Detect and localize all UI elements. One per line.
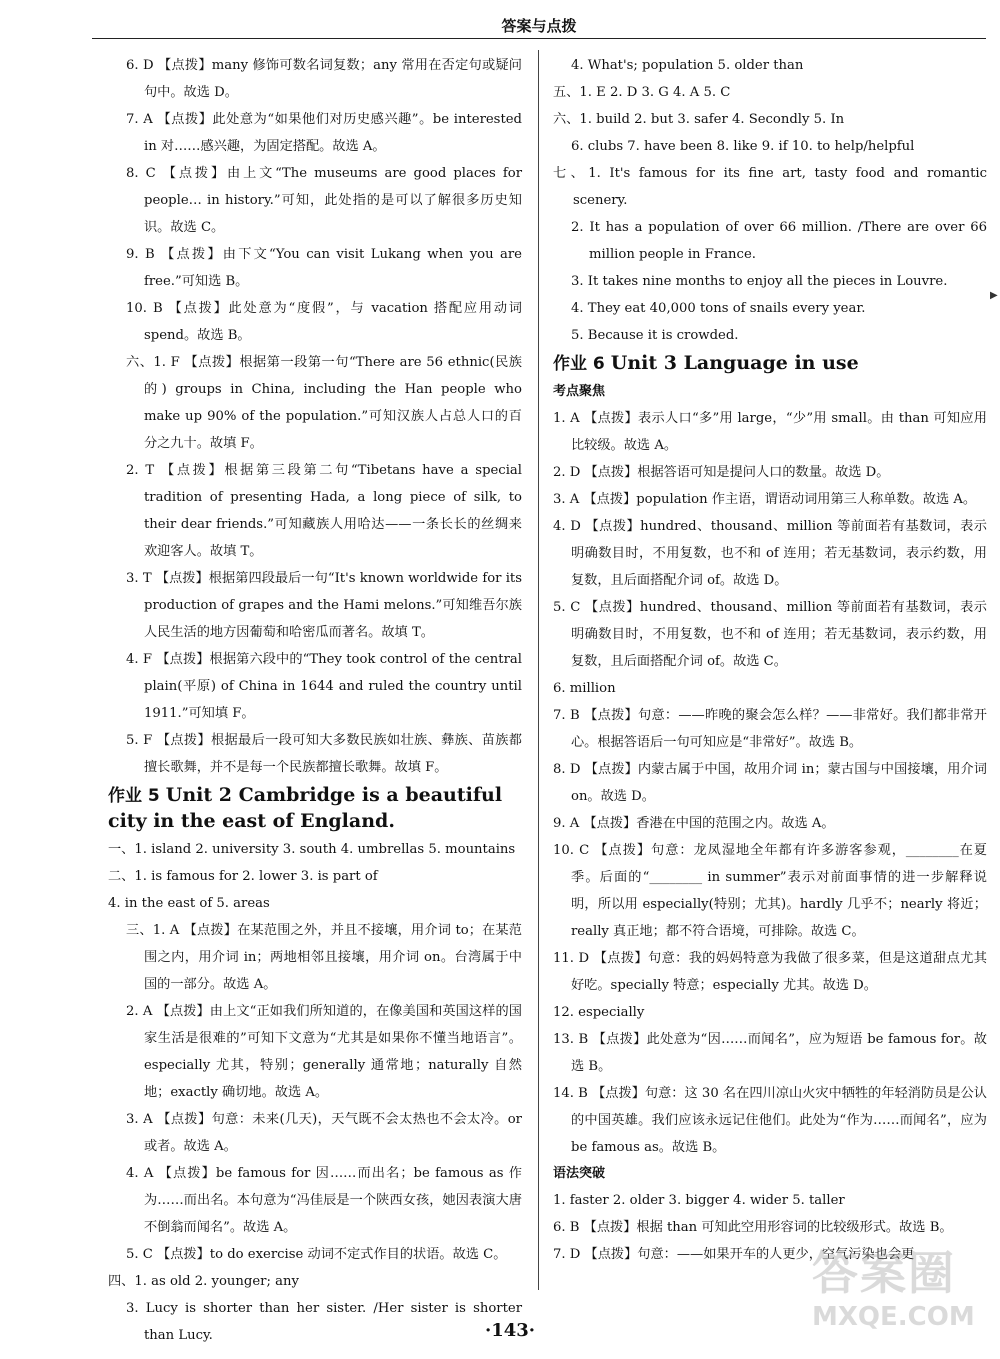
answer-item: 七、1. It's famous for its fine art, tasty food and romantic scenery. — [553, 166, 987, 208]
answer-item: 5. Because it is crowded. — [571, 328, 739, 343]
answer-item: 2. D 【点拨】根据答语可知是提问人口的数量。故选 D。 — [553, 465, 890, 480]
answer-item: 9. B 【点拨】由下文“You can visit Lukang when you are free.”可知选 B。 — [126, 247, 522, 289]
answer-item: 6. B 【点拨】根据 than 可知此空用形容词的比较级形式。故选 B。 — [553, 1220, 953, 1235]
answer-item: 1. A 【点拨】表示人口“多”用 large，“少”用 small。由 than 可知应用比较级。故选 A。 — [553, 411, 987, 453]
answer-item: 4. What's; population 5. older than — [571, 58, 804, 73]
watermark-logo — [812, 1244, 992, 1354]
answer-item: 六、1. build 2. but 3. safer 4. Secondly 5. In — [553, 112, 845, 127]
watermark-cn: 答案圈 — [812, 1246, 956, 1300]
answer-item: 3. A 【点拨】population 作主语，谓语动词用第三人称单数。故选 A。 — [553, 492, 977, 507]
subsection-label: 语法突破 — [553, 1166, 606, 1181]
answer-item: 六、1. F 【点拨】根据第一段第一句“There are 56 ethnic(民族的) groups in China, including the Han people who make up 90% of the population.”可知汉族人占总人口的百分之九十。故填 F。 — [126, 355, 522, 451]
answer-item: 10. C 【点拨】句意：龙凤湿地全年都有许多游客参观，________在夏季。后面的“________ in summer”表示对前面事情的进一步解释说明，所以用 especially(特别；尤其)。hardly 几乎不；nearly 将近；really 真正地；都不符合语境，可排除。故选 C。 — [553, 843, 987, 939]
answer-item: 三、1. A 【点拨】在某范围之外，并且不接壤，用介词 to；在某范围之内，用介词 in；两地相邻且接壤，用介词 on。台湾属于中国的一部分。故选 A。 — [126, 923, 522, 992]
answer-item: 14. B 【点拨】句意：这 30 名在四川凉山火灾中牺牲的年轻消防员是公认的中国英雄。我们应该永远记住他们。此处为“作为……而闻名”，应为 be famous as。故选 B。 — [553, 1086, 987, 1155]
section-title: Unit 3 Language in use — [610, 352, 859, 374]
section-heading — [553, 351, 987, 377]
answer-item: 7. D 【点拨】句意：——如果开车的人更少，空气污染也会更 — [553, 1247, 915, 1262]
answer-item: 4. They eat 40,000 tons of snails every year. — [571, 301, 866, 316]
section-number: 作业 5 — [108, 786, 160, 806]
answer-item: 10. B 【点拨】此处意为“度假”，与 vacation 搭配应用动词 spend。故选 B。 — [126, 301, 522, 343]
answer-item: 3. Lucy is shorter than her sister. /Her sister is shorter than Lucy. — [126, 1301, 522, 1343]
page-number: ·143· — [484, 1320, 536, 1341]
section-title: Unit 2 Cambridge is a beautiful city in the east of England. — [108, 784, 503, 832]
answer-item: 5. F 【点拨】根据最后一段可知大多数民族如壮族、彝族、苗族都擅长歌舞，并不是每一个民族都擅长歌舞。故填 F。 — [126, 733, 522, 775]
section-number: 作业 6 — [553, 354, 605, 374]
right-column — [553, 52, 987, 1268]
answer-item: 6. million — [553, 681, 616, 696]
answer-item: 4. A 【点拨】be famous for 因……而出名；be famous as 作为……而出名。本句意为“冯佳辰是一个陕西女孩，她因表演大唐不倒翁而闻名”。故选 A。 — [126, 1166, 522, 1235]
answer-item: 四、1. as old 2. younger; any — [108, 1274, 299, 1289]
answer-item: 9. A 【点拨】香港在中国的范围之内。故选 A。 — [553, 816, 835, 831]
answer-item: 12. especially — [553, 1005, 645, 1020]
answer-item: 2. T 【点拨】根据第三段第二句“Tibetans have a special tradition of presenting Hada, a long piece of silk, to their dear friends.”可知藏族人用哈达——一条长长的丝绸来欢迎客人。故填 T。 — [126, 463, 522, 559]
column-divider — [538, 50, 539, 1290]
subsection-label: 考点聚焦 — [553, 384, 606, 399]
answer-item: 6. D 【点拨】many 修饰可数名词复数；any 常用在否定句或疑问句中。故选 D。 — [126, 58, 522, 100]
answer-item: 3. T 【点拨】根据第四段最后一句“It's known worldwide for its production of grapes and the Hami melons.”可知维吾尔族人民生活的地方因葡萄和哈密瓜而著名。故填 T。 — [126, 571, 522, 640]
answer-item: 5. C 【点拨】hundred、thousand、million 等前面若有基数词，表示明确数目时，不用复数，也不和 of 连用；若无基数词，表示约数，用复数，且后面搭配介词 of。故选 C。 — [553, 600, 987, 669]
page-edge-marker: ▶ — [990, 290, 998, 301]
answer-item: 五、1. E 2. D 3. G 4. A 5. C — [553, 85, 731, 100]
answer-item: 4. D 【点拨】hundred、thousand、million 等前面若有基数词，表示明确数目时，不用复数，也不和 of 连用；若无基数词，表示约数，用复数，且后面搭配介词 of。故选 D。 — [553, 519, 987, 588]
answer-item: 11. D 【点拨】句意：我的妈妈特意为我做了很多菜，但是这道甜点尤其好吃。specially 特意；especially 尤其。故选 D。 — [553, 951, 987, 993]
answer-item: 3. A 【点拨】句意：未来(几天)，天气既不会太热也不会太冷。or 或者。故选 A。 — [126, 1112, 522, 1154]
page-header: 答案与点拨 — [92, 14, 986, 39]
answer-item: 13. B 【点拨】此处意为“因……而闻名”，应为短语 be famous for。故选 B。 — [553, 1032, 987, 1074]
answer-item: 一、1. island 2. university 3. south 4. umbrellas 5. mountains — [108, 842, 516, 857]
answer-item: 4. F 【点拨】根据第六段中的“They took control of the central plain(平原) of China in 1644 and ruled the country until 1911.”可知填 F。 — [126, 652, 522, 721]
answer-item: 3. It takes nine months to enjoy all the pieces in Louvre. — [571, 274, 948, 289]
left-column — [108, 52, 522, 1349]
answer-item: 6. clubs 7. have been 8. like 9. if 10. to help/helpful — [571, 139, 915, 154]
answer-item: 7. A 【点拨】此处意为“如果他们对历史感兴趣”。be interested in 对……感兴趣，为固定搭配。故选 A。 — [126, 112, 522, 154]
answer-item: 4. in the east of 5. areas — [108, 896, 270, 911]
answer-item: 8. C 【点拨】由上文“The museums are good places for people… in history.”可知，此处指的是可以了解很多历史知识。故选 C。 — [126, 166, 522, 235]
watermark-en: MXQE.COM — [812, 1302, 975, 1332]
answer-item: 8. D 【点拨】内蒙古属于中国，故用介词 in；蒙古国与中国接壤，用介词 on。故选 D。 — [553, 762, 987, 804]
answer-item: 2. It has a population of over 66 million. /There are over 66 million people in France. — [571, 220, 987, 262]
answer-item: 5. C 【点拨】to do exercise 动词不定式作目的状语。故选 C。 — [126, 1247, 507, 1262]
answer-item: 2. A 【点拨】由上文“正如我们所知道的，在像美国和英国这样的国家生活是很难的”可知下文意为“尤其是如果你不懂当地语言”。especially 尤其，特别；generally 通常地；naturally 自然地；exactly 确切地。故选 A。 — [126, 1004, 522, 1100]
answer-item: 1. faster 2. older 3. bigger 4. wider 5. taller — [553, 1193, 845, 1208]
answer-item: 7. B 【点拨】句意：——昨晚的聚会怎么样？——非常好。我们都非常开心。根据答语后一句可知应是“非常好”。故选 B。 — [553, 708, 987, 750]
section-heading — [108, 783, 522, 834]
answer-item: 二、1. is famous for 2. lower 3. is part of — [108, 869, 378, 884]
